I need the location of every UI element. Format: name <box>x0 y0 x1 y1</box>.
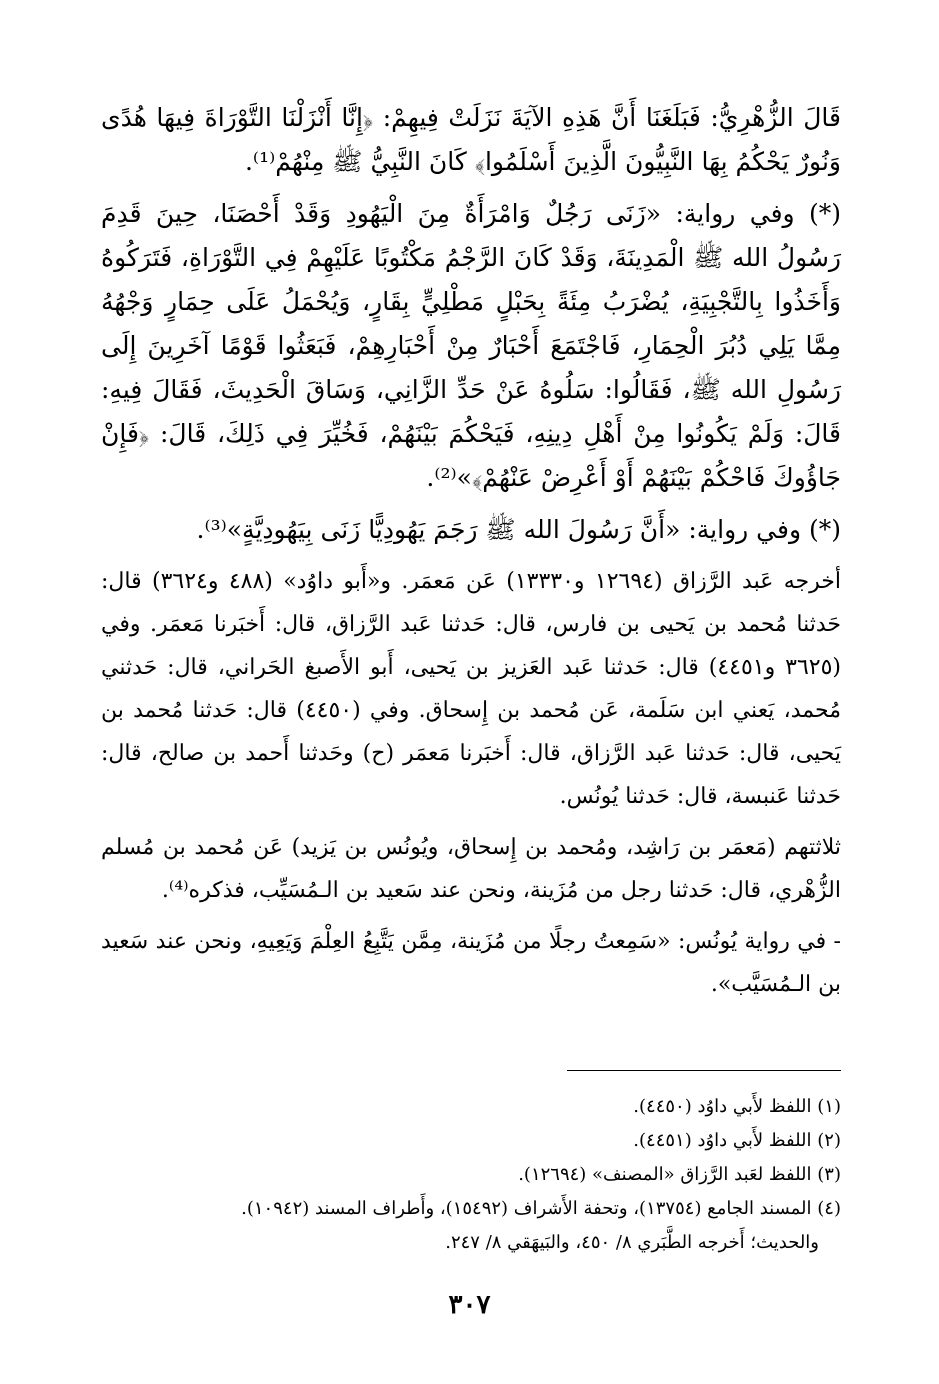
paragraph-takhrij: أخرجه عَبد الرَّزاق (١٢٦٩٤ و١٣٣٣٠) عَن مَعمَر. و«أَبو داوُد» (٤٨٨ و٣٦٢٤) قال: حَدثنا مُحمد بن يَحيى بن فارس، قال: حَدثنا عَبد الرَّزاق، قال: أَخبَرنا مَعمَر. وفي (٣٦٢٥ و٤٤٥١) قال: حَدثنا عَبد العَزيز بن يَحيى، أَبو الأَصبغ الحَراني، قال: حَدثني مُحمد، يَعني ابن سَلَمة، عَن مُحمد بن إِسحاق. وفي (٤٤٥٠) قال: حَدثنا مُحمد بن يَحيى، قال: حَدثنا عَبد الرَّزاق، قال: أَخبَرنا مَعمَر (ح) وحَدثنا أَحمد بن صالح، قال: حَدثنا عَنبسة، قال: حَدثنا يُونُس. <box>101 569 841 809</box>
footnote-4: (٤) المسند الجامع (١٣٧٥٤)، وتحفة الأَشراف (١٥٤٩٢)، وأَطراف المسند (١٠٩٤٢). <box>241 1198 841 1219</box>
main-text <box>101 96 841 1014</box>
paragraph-narration-short: (*) وفي رواية: «أَنَّ رَسُولَ الله ﷺ رَجَمَ يَهُودِيًّا زَنَى بِيَهُودِيَّةٍ»⁽³⁾. <box>196 515 841 544</box>
paragraph-zuhri-quote: قَالَ الزُّهْرِيُّ: فَبَلَغَنَا أَنَّ هَذِهِ الآيَةَ نَزَلَتْ فِيهِمْ: ﴿إِنَّا أَنْزَلْنَا التَّوْرَاةَ فِيهَا هُدًى وَنُورٌ يَحْكُمُ بِهَا النَّبِيُّونَ الَّذِينَ أَسْلَمُوا﴾ كَانَ النَّبِيُّ ﷺ مِنْهُمْ⁽¹⁾. <box>101 103 841 176</box>
paragraph-narration-long: (*) وفي رواية: «زَنَى رَجُلٌ وَامْرَأَةٌ مِنَ الْيَهُودِ وَقَدْ أَحْصَنَا، حِينَ قَدِمَ رَسُولُ الله ﷺ الْمَدِينَةَ، وَقَدْ كَانَ الرَّجْمُ مَكْتُوبًا عَلَيْهِمْ فِي التَّوْرَاةِ، فَتَرَكُوهُ وَأَخَذُوا بِالتَّجْبِيَةِ، يُضْرَبُ مِئَةً بِحَبْلٍ مَطْلِيٍّ بِقَارٍ، وَيُحْمَلُ عَلَى حِمَارٍ وَجْهُهُ مِمَّا يَلِي دُبُرَ الْحِمَارِ، فَاجْتَمَعَ أَحْبَارٌ مِنْ أَحْبَارِهِمْ، فَبَعَثُوا قَوْمًا آخَرِينَ إِلَى رَسُولِ الله ﷺ، فَقَالُوا: سَلُوهُ عَنْ حَدِّ الزَّانِي، وَسَاقَ الْحَدِيثَ، فَقَالَ فِيهِ: قَالَ: وَلَمْ يَكُونُوا مِنْ أَهْلِ دِينِهِ، فَيَحْكُمَ بَيْنَهُمْ، فَخُيِّرَ فِي ذَلِكَ، قَالَ: ﴿فَإِنْ جَاؤُوكَ فَاحْكُمْ بَيْنَهُمْ أَوْ أَعْرِضْ عَنْهُمْ﴾»⁽²⁾. <box>101 199 841 492</box>
footnote-1: (١) اللفظ لأَبي داوُد (٤٤٥٠). <box>633 1096 841 1117</box>
footnote-3: (٣) اللفظ لعَبد الرَّزاق «المصنف» (١٢٦٩٤). <box>518 1164 841 1185</box>
footnote-4-continuation: والحديث؛ أَخرجه الطَّبَري ٨/ ٤٥٠، والبَيهَقي ٨/ ٢٤٧. <box>445 1232 819 1253</box>
paragraph-yunus-narration: - في رواية يُونُس: «سَمِعتُ رجلًا من مُزَينة، مِمَّن يَتَّبِعُ العِلْمَ وَيَعِيهِ، ونحن عند سَعيد بن الـمُسَيَّب». <box>101 929 841 997</box>
footnote-2: (٢) اللفظ لأَبي داوُد (٤٤٥١). <box>633 1130 841 1151</box>
page-number: ٣٠٧ <box>448 1290 491 1320</box>
footnote-divider <box>567 1070 841 1071</box>
footnotes <box>101 1090 841 1260</box>
paragraph-isnad: ثلاثتهم (مَعمَر بن رَاشِد، ومُحمد بن إِسحاق، ويُونُس بن يَزيد) عَن مُحمد بن مُسلم الزُّهْري، قال: حَدثنا رجل من مُزَينة، ونحن عند سَعيد بن الـمُسَيِّب، فذكره⁽⁴⁾. <box>101 835 841 903</box>
